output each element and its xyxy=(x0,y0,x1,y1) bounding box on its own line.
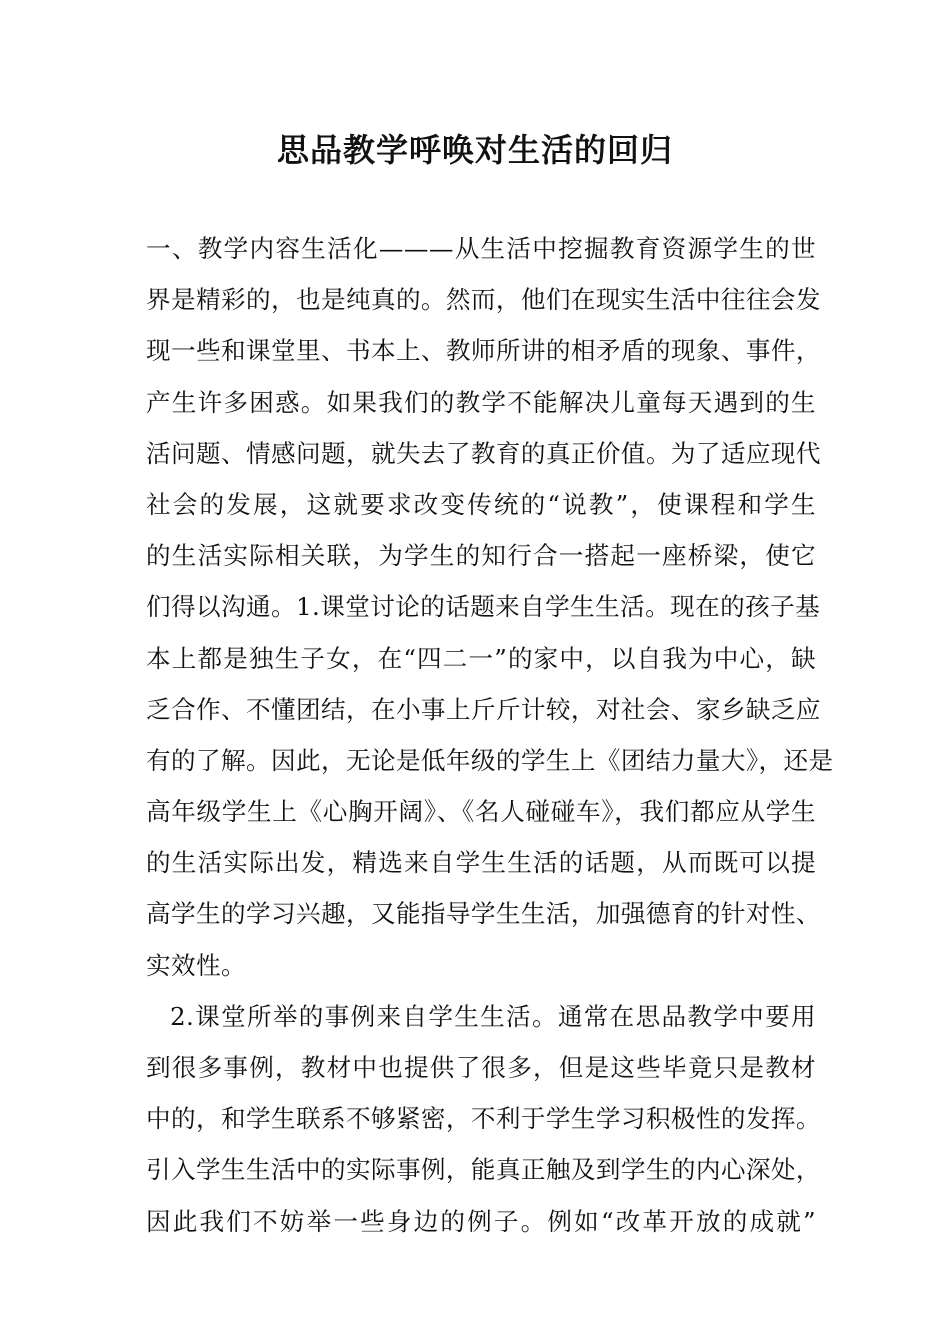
text-line: 现一些和课堂里、书本上、教师所讲的相矛盾的现象、事件， xyxy=(146,336,821,366)
text-line: 高学生的学习兴趣，又能指导学生生活，加强德育的针对性、 xyxy=(146,899,821,929)
text-line: 活问题、情感问题，就失去了教育的真正价值。为了适应现代 xyxy=(146,438,821,468)
text-line: 因此我们不妨举一些身边的例子。例如“改革开放的成就” xyxy=(146,1206,816,1236)
document-body xyxy=(146,223,834,1247)
text-line: 一、教学内容生活化———从生活中挖掘教育资源学生的世 xyxy=(146,234,816,263)
text-line: 社会的发展，这就要求改变传统的“说教”，使课程和学生 xyxy=(146,489,816,519)
text-line: 实效性。 xyxy=(146,950,246,980)
text-line: 的生活实际相关联，为学生的知行合一搭起一座桥梁，使它 xyxy=(146,541,816,571)
text-line: 2.课堂所举的事例来自学生生活。通常在思品教学中要用 xyxy=(170,1001,816,1031)
text-line: 引入学生生活中的实际事例，能真正触及到学生的内心深处， xyxy=(146,1155,821,1185)
document-title: 思品教学呼唤对生活的回归 xyxy=(276,131,673,169)
text-line: 高年级学生上《心胸开阔》、《名人碰碰车》，我们都应从学生 xyxy=(146,797,816,827)
text-line: 们得以沟通。1.课堂讨论的话题来自学生生活。现在的孩子基 xyxy=(146,592,821,622)
text-line: 有的了解。因此，无论是低年级的学生上《团结力量大》，还是 xyxy=(146,745,834,775)
text-line: 到很多事例，教材中也提供了很多，但是这些毕竟只是教材 xyxy=(146,1053,816,1082)
text-line: 中的，和学生联系不够紧密，不利于学生学习积极性的发挥。 xyxy=(146,1104,821,1134)
text-line: 产生许多困惑。如果我们的教学不能解决儿童每天遇到的生 xyxy=(146,387,816,417)
text-line: 乏合作、不懂团结，在小事上斤斤计较，对社会、家乡缺乏应 xyxy=(146,694,821,724)
text-line: 本上都是独生子女，在“四二一”的家中，以自我为中心，缺 xyxy=(146,643,816,673)
text-line: 界是精彩的，也是纯真的。然而，他们在现实生活中往往会发 xyxy=(146,285,821,315)
text-line: 的生活实际出发，精选来自学生生活的话题，从而既可以提 xyxy=(146,848,816,878)
